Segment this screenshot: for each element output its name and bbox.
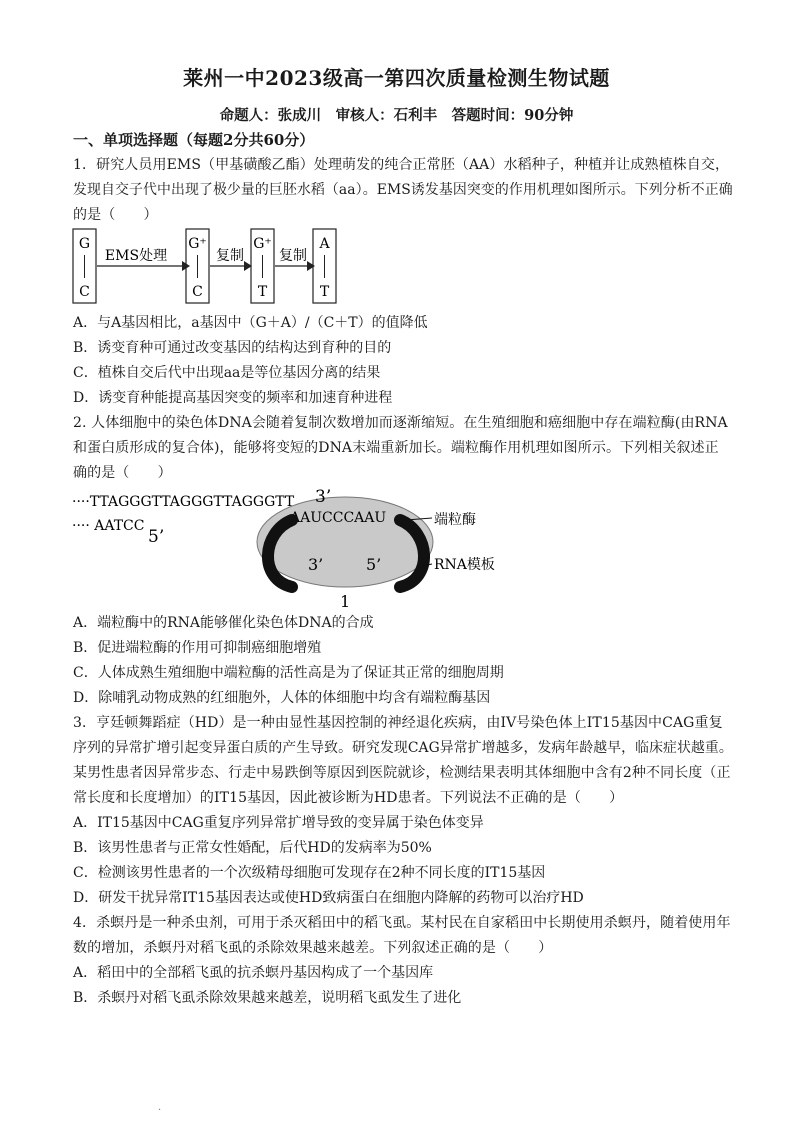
q1-stem-line-1: 1．研究人员用EMS（甲基磺酸乙酯）处理萌发的纯合正常胚（AA）水稻种子，种植并让成熟植株自交，: [73, 157, 730, 173]
label-telomerase: 端粒酶: [434, 512, 476, 528]
arrow3-label: 复制: [279, 248, 307, 264]
q3-option-c: C．检测该男性患者的一个次级精母细胞可发现存在2种不同长度的IT15基因: [73, 865, 546, 881]
q1-stem-line-3: 的是（ ）: [73, 207, 158, 223]
q3-option-d: D．研发干扰异常IT15基因表达或使HD致病蛋白在细胞内降解的药物可以治疗HD: [73, 890, 584, 906]
label-rna-template: RNA模板: [434, 557, 495, 573]
q2-option-b: B．促进端粒酶的作用可抑制癌细胞增殖: [73, 640, 322, 656]
q1-option-c: C．植株自交后代中出现aa是等位基因分离的结果: [73, 365, 381, 381]
q4-stem-line-1: 4．杀螟丹是一种杀虫剂，可用于杀灭稻田中的稻飞虱。某村民在自家稻田中长期使用杀螟丹，随着使用年: [73, 915, 731, 931]
rna-left-3prime: 3’: [308, 555, 324, 574]
figure-number: 1: [340, 592, 351, 611]
box4-top-base: A: [319, 236, 330, 252]
box3-bottom-base: T: [257, 284, 268, 300]
q3-stem-line-4: 常长度和长度增加）的IT15基因，因此被诊断为HD患者。下列说法不正确的是（ ）: [73, 790, 624, 806]
q1-option-b: B．诱变育种可通过改变基因的结构达到育种的目的: [73, 340, 392, 356]
q2-stem-line-3: 确的是（ ）: [73, 465, 172, 481]
box1-bottom-base: C: [79, 284, 90, 300]
q1-mutation-diagram: [70, 226, 340, 308]
q2-option-d: D．除哺乳动物成熟的红细胞外，人体的体细胞中均含有端粒酶基因: [73, 690, 491, 706]
arrow2-label: 复制: [216, 248, 244, 264]
q1-option-d: D．诱变育种能提高基因突变的频率和加速育种进程: [73, 390, 393, 406]
dna-top-3prime: 3’: [315, 487, 332, 507]
q3-option-b: B．该男性患者与正常女性婚配，后代HD的发病率为50%: [73, 840, 432, 856]
exam-info: 命题人：张成川 审核人：石利丰 答题时间：90分钟: [219, 107, 574, 124]
q4-option-b: B．杀螟丹对稻飞虱杀除效果越来越差，说明稻飞虱发生了进化: [73, 990, 462, 1006]
dna-bottom-5prime: 5’: [148, 527, 165, 547]
page-title: 莱州一中2023级高一第四次质量检测生物试题: [183, 66, 610, 90]
q3-option-a: A．IT15基因中CAG重复序列异常扩增导致的变异属于染色体变异: [73, 815, 484, 831]
dna-top-strand: ····TTAGGGTTAGGGTTAGGGTT: [72, 494, 295, 510]
box2-top-base: G⁺: [188, 236, 207, 252]
arrow1-label: EMS处理: [104, 248, 168, 264]
dna-bottom-strand: ···· AATCC: [72, 518, 145, 534]
q3-stem-line-3: 某男性患者因异常步态、行走中易跌倒等原因到医院就诊，检测结果表明其体细胞中含有2种不同长度（正: [73, 765, 731, 781]
rna-template-sequence: AAUCCCAAU: [290, 510, 387, 526]
q3-stem-line-1: 3．亨廷顿舞蹈症（HD）是一种由显性基因控制的神经退化疾病，由IV号染色体上IT15基因中CAG重复: [73, 715, 723, 731]
box4-bottom-base: T: [319, 284, 330, 300]
rna-right-5prime: 5’: [366, 555, 382, 574]
q1-option-a: A．与A基因相比，a基因中（G＋A）/（C＋T）的值降低: [73, 315, 428, 331]
q2-telomerase-diagram: [70, 484, 520, 612]
q1-stem-line-2: 发现自交子代中出现了极少量的巨胚水稻（aa）。EMS诱发基因突变的作用机理如图所示。下列分析不正确: [73, 182, 733, 198]
q4-option-a: A．稻田中的全部稻飞虱的抗杀螟丹基因构成了一个基因库: [73, 965, 434, 981]
q2-option-a: A．端粒酶中的RNA能够催化染色体DNA的合成: [73, 615, 374, 631]
q3-stem-line-2: 序列的异常扩增引起变异蛋白质的产生导致。研究发现CAG异常扩增越多，发病年龄越早，临床症状越重。: [73, 740, 733, 756]
q2-option-c: C．人体成熟生殖细胞中端粒酶的活性高是为了保证其正常的细胞周期: [73, 665, 504, 681]
box2-bottom-base: C: [192, 284, 203, 300]
page-speck: .: [158, 1102, 162, 1113]
section-heading: 一、单项选择题（每题2分共60分）: [73, 131, 315, 149]
q4-stem-line-2: 数的增加，杀螟丹对稻飞虱的杀除效果越来越差。下列叙述正确的是（ ）: [73, 940, 553, 956]
q2-stem-line-1: 2. 人体细胞中的染色体DNA会随着复制次数增加而逐渐缩短。在生殖细胞和癌细胞中存在端粒酶(由RNA: [73, 415, 728, 431]
q2-stem-line-2: 和蛋白质形成的复合体)，能够将变短的DNA末端重新加长。端粒酶作用机理如图所示。下列相关叙述正: [73, 440, 719, 456]
box3-top-base: G⁺: [253, 236, 272, 252]
box1-top-base: G: [78, 236, 91, 252]
